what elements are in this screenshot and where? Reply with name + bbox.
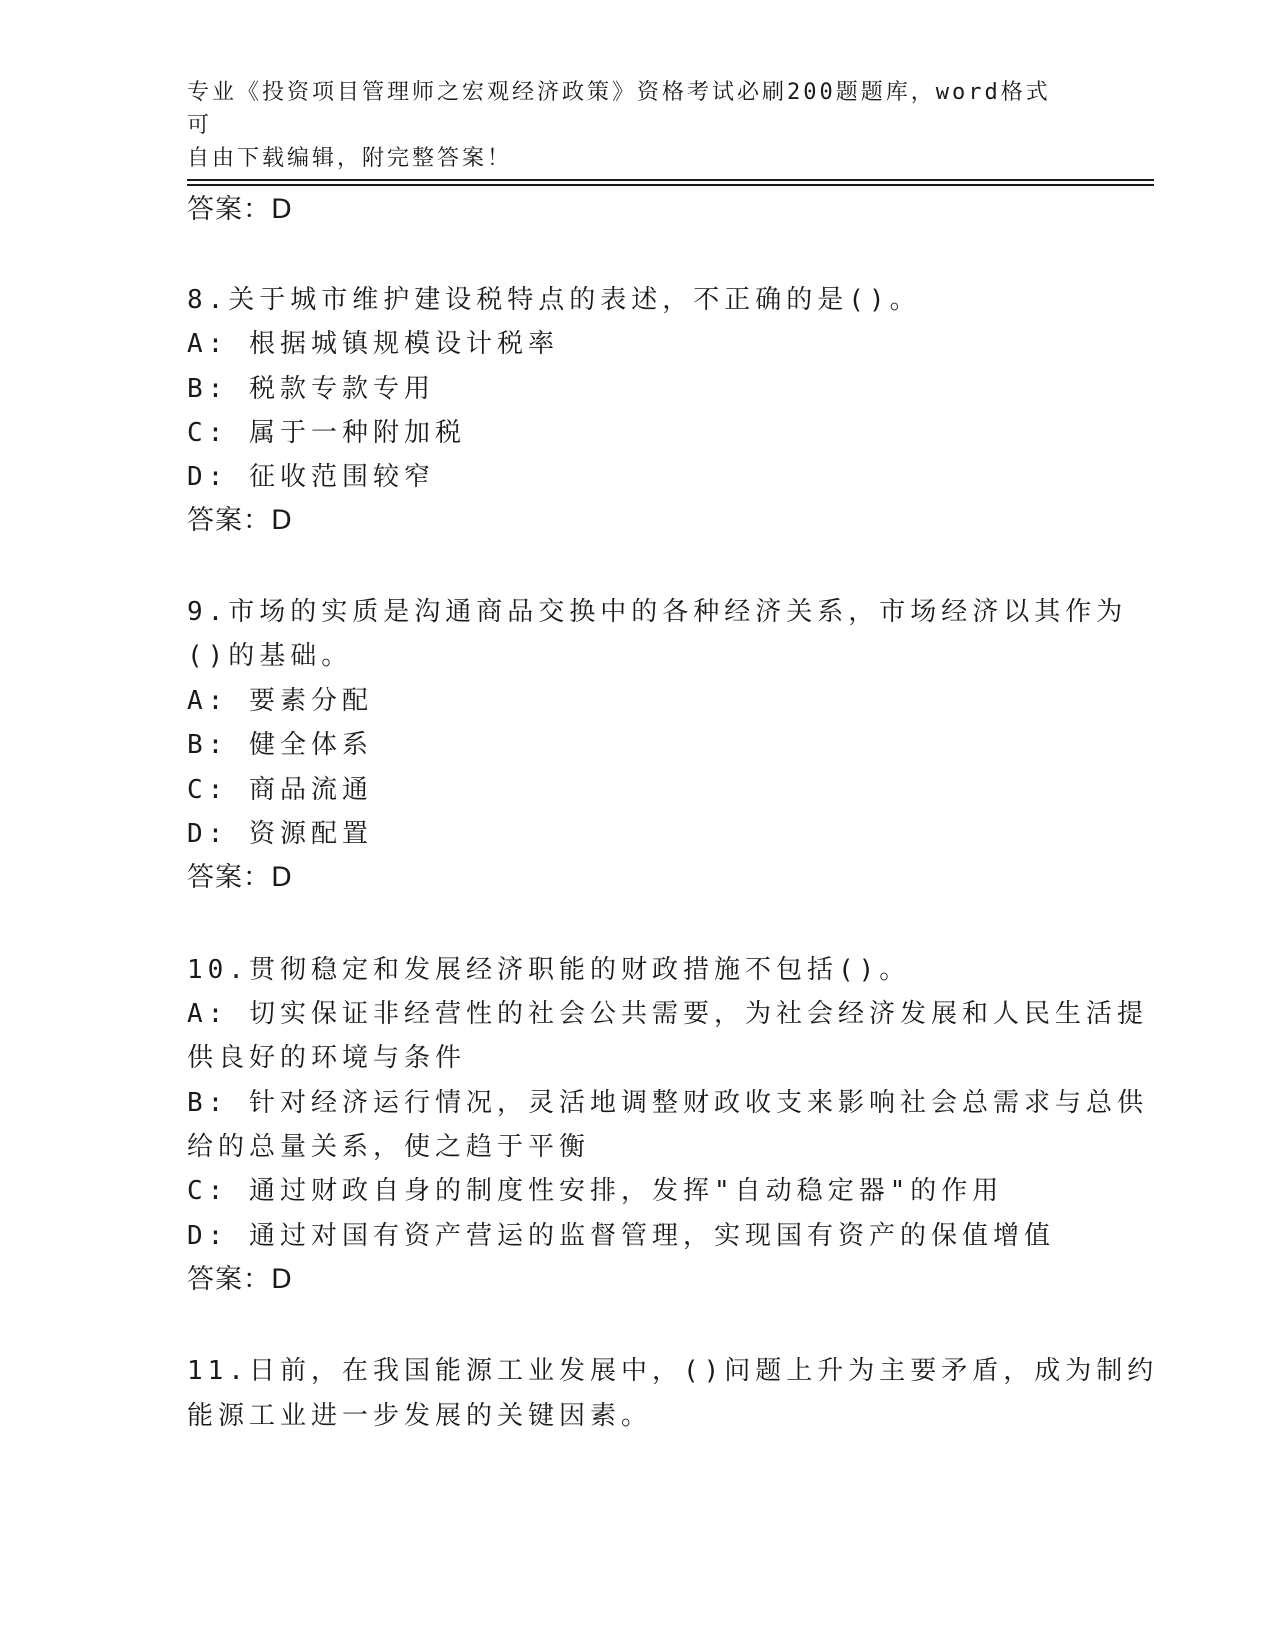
header-line-2: 自由下载编辑，附完整答案！ — [187, 146, 513, 171]
document-header — [187, 76, 1067, 175]
question-8-option-d: D: 征收范围较窄 — [187, 462, 435, 492]
question-9-stem-line-2: ()的基础。 — [187, 641, 353, 671]
question-9-option-b: B: 健全体系 — [187, 730, 373, 760]
prev-answer: 答案：D — [187, 194, 293, 225]
question-10-option-a-line-2: 供良好的环境与条件 — [187, 1043, 467, 1073]
question-8-option-c: C: 属于一种附加税 — [187, 418, 466, 448]
question-10-option-b-line-1: B: 针对经济运行情况，灵活地调整财政收支来影响社会总需求与总供 — [187, 1088, 1148, 1118]
question-8-option-b: B: 税款专款专用 — [187, 374, 435, 404]
question-10-option-c: C: 通过财政自身的制度性安排，发挥"自动稳定器"的作用 — [187, 1176, 1004, 1206]
question-11-stem-line-1: 11.日前，在我国能源工业发展中，()问题上升为主要矛盾，成为制约 — [187, 1356, 1159, 1386]
question-9-stem-line-1: 9.市场的实质是沟通商品交换中的各种经济关系，市场经济以其作为 — [187, 597, 1128, 627]
question-8-option-a: A: 根据城镇规模设计税率 — [187, 329, 559, 359]
question-9-option-d: D: 资源配置 — [187, 819, 373, 849]
question-10-option-b-line-2: 给的总量关系，使之趋于平衡 — [187, 1132, 591, 1162]
question-10-option-d: D: 通过对国有资产营运的监督管理，实现国有资产的保值增值 — [187, 1221, 1055, 1251]
question-10-answer: 答案：D — [187, 1264, 293, 1295]
question-8-stem: 8.关于城市维护建设税特点的表述，不正确的是()。 — [187, 285, 921, 315]
question-11-stem-line-2: 能源工业进一步发展的关键因素。 — [187, 1401, 653, 1431]
header-divider-top — [187, 179, 1154, 181]
question-10-option-a-line-1: A: 切实保证非经营性的社会公共需要，为社会经济发展和人民生活提 — [187, 999, 1148, 1029]
header-divider-bottom — [187, 184, 1154, 186]
question-9-option-c: C: 商品流通 — [187, 775, 373, 805]
question-9-option-a: A: 要素分配 — [187, 686, 373, 716]
question-9-answer: 答案：D — [187, 862, 293, 893]
question-8-answer: 答案：D — [187, 505, 293, 536]
header-line-1: 专业《投资项目管理师之宏观经济政策》资格考试必刷200题题库，word格式可 — [187, 80, 1051, 138]
question-10-stem: 10.贯彻稳定和发展经济职能的财政措施不包括()。 — [187, 955, 911, 985]
